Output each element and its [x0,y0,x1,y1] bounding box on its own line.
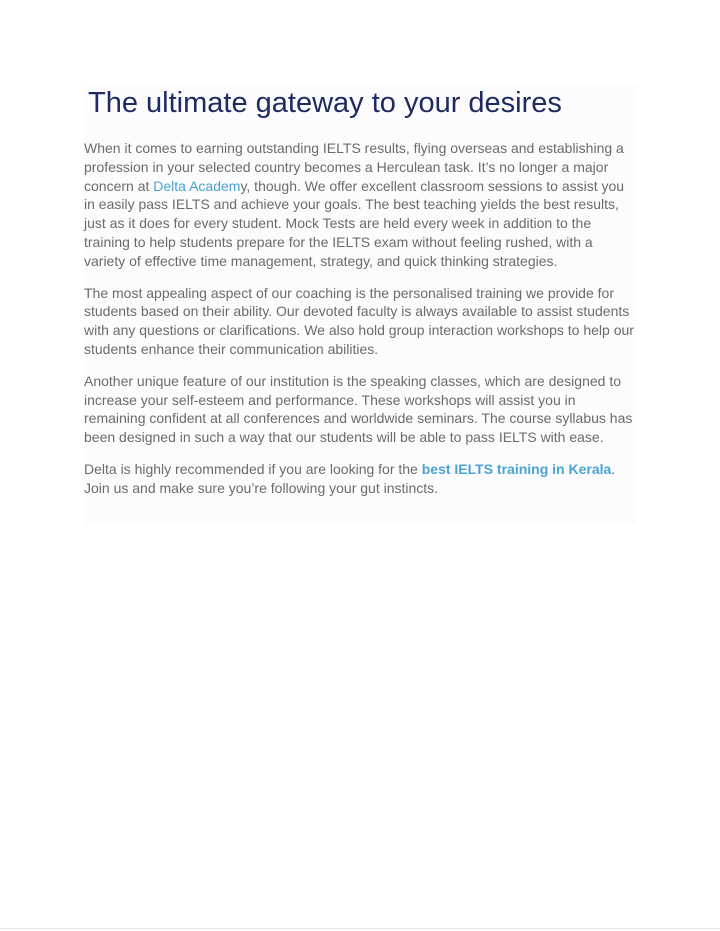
page-title: The ultimate gateway to your desires [88,87,562,119]
paragraph-intro-text-after: y, though. We offer excellent classroom sessions to assist you in easily pass IELTS and achieve your goals. The best teaching yields the best results, just as it does for every student. Mock Tests are held every week in addition to the training to help students prepare for the IELTS exam without feeling rushed, with a variety of effective time management, strategy, and quick thinking strategies. [84,177,625,269]
paragraph-speaking-classes: Another unique feature of our institution is the speaking classes, which are designed to increase your self-esteem and performance. These workshops will assist you in remaining confident at all conferences and worldwide seminars. The course syllabus has been designed in such a way that our students will be able to pass IELTS with ease. [84,372,633,446]
paragraph-intro-text-before: When it comes to earning outstanding IELTS results, flying overseas and establishing a profession in your selected country becomes a Herculean task. It’s no longer a major concern at [84,140,624,194]
article-body [84,84,637,525]
delta-academy-link[interactable]: Delta Academ [153,177,241,194]
paragraph-recommendation-text-after: . Join us and make sure you’re following your gut instincts. [84,460,616,496]
paragraph-intro [84,139,637,271]
best-ielts-training-link[interactable]: best IELTS training in Kerala [421,460,612,477]
paragraph-recommendation [84,460,637,498]
paragraph-recommendation-text-before: Delta is highly recommended if you are looking for the [84,460,422,477]
page-bottom-divider [0,928,720,929]
paragraph-coaching: The most appealing aspect of our coaching is the personalised training we provide for students based on their ability. Our devoted faculty is always available to assist students with any questions or clarifications. We also hold group interaction workshops to help our students enhance their communication abilities. [84,284,634,357]
